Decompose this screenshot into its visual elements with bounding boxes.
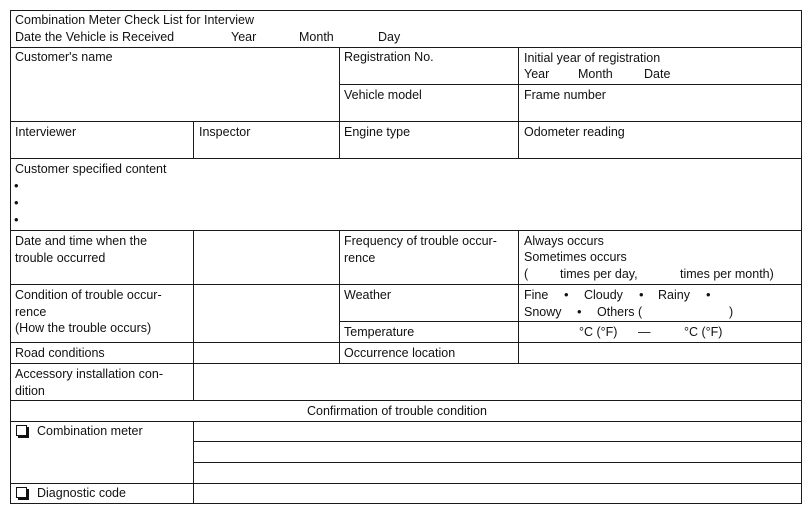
temp-dash: — <box>638 325 651 339</box>
registration-no-label: Registration No. <box>344 50 434 64</box>
initial-year-date: Date <box>644 67 671 81</box>
temperature-label: Temperature <box>344 325 415 339</box>
initial-year-label: Initial year of registration <box>524 51 661 65</box>
combination-meter-checkbox[interactable] <box>16 425 27 436</box>
weather-label: Weather <box>344 288 392 302</box>
day-label: Day <box>378 30 401 44</box>
occurrence-location-label: Occurrence location <box>344 346 456 360</box>
weather-sep-4: • <box>577 304 582 319</box>
year-label: Year <box>231 30 257 44</box>
road-conditions-label: Road conditions <box>15 346 105 360</box>
weather-snowy: Snowy <box>524 305 562 319</box>
month-label: Month <box>299 30 334 44</box>
temp-to: °C (°F) <box>684 325 723 339</box>
weather-rainy: Rainy <box>658 288 690 302</box>
diagnostic-code-label: Diagnostic code <box>37 486 126 500</box>
weather-others-close: ) <box>729 305 734 319</box>
bullet-3: • <box>14 212 19 227</box>
bullet-2: • <box>14 195 19 210</box>
vehicle-model-label: Vehicle model <box>344 88 422 102</box>
odometer-label: Odometer reading <box>524 125 625 139</box>
customer-content-label: Customer specified content <box>15 162 167 176</box>
date-received-label: Date the Vehicle is Received <box>15 30 175 44</box>
freq-open-paren: ( <box>524 267 529 281</box>
times-per-day: times per day, <box>560 267 638 281</box>
weather-sep-1: • <box>564 287 569 302</box>
always-occurs: Always occurs <box>524 234 604 248</box>
initial-year-month: Month <box>578 67 613 81</box>
weather-fine: Fine <box>524 288 549 302</box>
condition-label: Condition of trouble occur- rence (How the trouble occurs) <box>15 288 162 335</box>
times-per-month: times per month) <box>680 267 774 281</box>
weather-sep-3: • <box>706 287 711 302</box>
initial-year-year: Year <box>524 67 550 81</box>
weather-cloudy: Cloudy <box>584 288 623 302</box>
engine-type-label: Engine type <box>344 125 411 139</box>
accessory-label: Accessory installation con- dition <box>15 367 163 398</box>
customer-name-label: Customer's name <box>15 50 113 64</box>
interviewer-label: Interviewer <box>15 125 77 139</box>
trouble-datetime-label: Date and time when the trouble occurred <box>15 234 148 265</box>
confirmation-heading: Confirmation of trouble condition <box>307 404 487 418</box>
sometimes-occurs: Sometimes occurs <box>524 250 627 264</box>
inspector-label: Inspector <box>199 125 251 139</box>
weather-sep-2: • <box>639 287 644 302</box>
bullet-1: • <box>14 178 19 193</box>
frequency-label: Frequency of trouble occur- rence <box>344 234 497 265</box>
weather-others: Others ( <box>597 305 643 319</box>
form-title: Combination Meter Check List for Interview <box>15 13 254 27</box>
temp-from: °C (°F) <box>579 325 618 339</box>
frame-number-label: Frame number <box>524 88 606 102</box>
diagnostic-code-checkbox[interactable] <box>16 487 27 498</box>
combination-meter-label: Combination meter <box>37 424 143 438</box>
